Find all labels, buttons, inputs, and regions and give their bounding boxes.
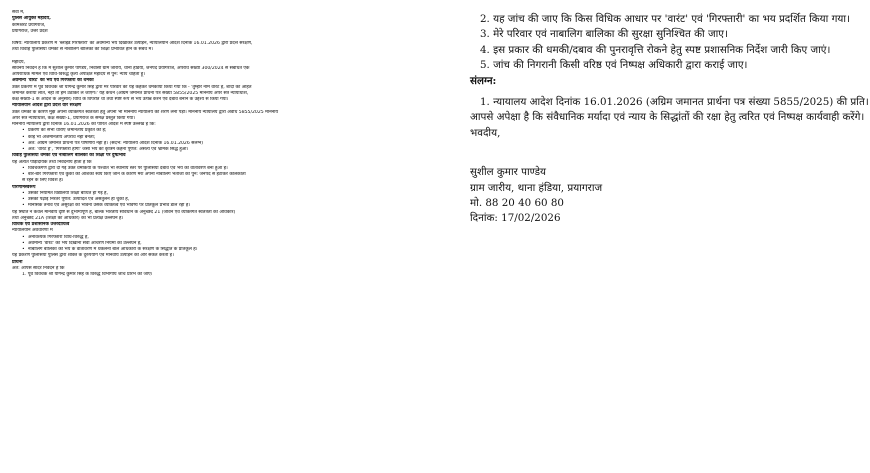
bullet-item: • बार-बार गिरफ्तारी एवं कुर्की की आशंका स्वयं किए जाने के कारण मेरा अपनी नाबालिग भतीजी को पुन: जनपद से हटाकर कोलकाता <box>12 172 432 178</box>
section-heading: विवाह पुलिसिया धमकी एवं नाबालिग बालिका की शिक्षा पर दुष्प्रभाव <box>12 153 126 159</box>
paragraph-line: यह प्रकरण पुलिसिया पुलिस द्वारा शक्ति के दुरुपयोग एवं मानवीय उत्पीड़न की ओर संकेत करती है। <box>12 253 174 259</box>
enclosure-heading: संलग्न: <box>470 74 497 87</box>
numbered-item: 1. पूर्व विवेचक श्री योगेन्द्र कुमार सिंह के विरुद्ध विभागीय जांच प्रारंभ की जाए। <box>22 272 153 277</box>
section-heading: परिणामस्वरूप <box>12 184 36 190</box>
request-item: 2. यह जांच की जाए कि किस विधिक आधार पर 'वारंट' एवं 'गिरफ्तारी' का भय प्रदर्शित किया गया। <box>480 13 850 25</box>
bullet-item: • उसकी नियमित विद्यालयी शिक्षा बाधित हो गई है, <box>12 191 432 197</box>
closing-line: आपसे अपेक्षा है कि संवैधानिक मर्यादा एवं न्याय के सिद्धांतों की रक्षा हेतु त्वरित एवं निष्पक्ष कार्यवाही करेंगे। <box>470 111 865 124</box>
paragraph-line: उक्त प्रकरण में पूर्व विवेचक श्री योगेन्द्र कुमार सिंह द्वारा मेरे परिवार को यह कहकर धमकाया किया गया कि - 'तुम्हारे नाम वारंट है, शादी का अहित <box>12 84 252 90</box>
signature-block <box>470 165 830 227</box>
request-item: 4. इस प्रकार की धमकी/दबाव की पुनरावृत्ति रोकने हेतु स्पष्ट प्रशासनिक निर्देश जारी किए जाएं। <box>480 43 831 56</box>
bullet-item: • अत: अग्रिम जमानत प्रार्थना पत्र पोषणीय नहीं है। (संदर्भ: न्यायालय आदेश दिनांक 16.01.2026 संलग्न) <box>12 141 432 147</box>
intro-line: आपराधिक मामले एवं विधि-विरुद्ध कृत्य अपेक्षित महोदय से पुन: न्याय चाहता हूँ। <box>12 72 145 77</box>
bullet-item: • प्रकरण की सभी धाराएं जमानतीय प्रकृति की हैं; <box>12 128 432 134</box>
enclosure-item: 1. न्यायालय आदेश दिनांक 16.01.2026 (अग्रिम जमानत प्रार्थना पत्र संख्या 5855/2025) की प्रति। <box>480 96 869 109</box>
bullet-item: • उसकी पढ़ाई निरंतर पूर्णत: उत्पादित एवं असंतुलन हो चुकी है, <box>12 197 432 203</box>
addressee-line: पुलिस आयुक्त महोदय, <box>12 16 51 22</box>
bullet-item: • अत: 'वारंट है', 'गिरफ्तारी होगी' जैसा भय की कृत्रिम कहना पूर्णत: असत्य एवं भ्रामक सिद्ध हुआ। <box>12 147 432 153</box>
bullet-item-continuation: से रहने के लिए विवश है। <box>22 178 64 184</box>
paragraph-line: तथा अनुच्छेद 21A (शिक्षा का अधिकार) का भी प्रत्यक्ष उल्लंघन है। <box>12 215 124 221</box>
bullet-item: • अवमान्य 'वारंट' का भय दिखाना सेवा आचरण नियमों का उल्लंघन है, <box>12 241 432 247</box>
intro-line: सविनय निवेदन है कि मैं सुशील कुमार पाण्डेय, निवासी ग्राम जारीय, थाना हंडिया, जनपद प्रयागराज, अपराध संख्या 300/2024 से संबंधित एक <box>12 65 250 71</box>
letter-page-left <box>12 10 432 470</box>
section-heading: विधिक एवं प्रशासनिक उत्तरदायित्व <box>12 222 70 227</box>
bullet-item: • कोई भी अजमानतीय अपराध नहीं बनता; <box>12 135 432 141</box>
letter-page-right <box>470 12 869 452</box>
signer-address: ग्राम जारीय, थाना हंडिया, प्रयागराज <box>470 181 603 194</box>
subject-line: तथा विवाह पुलिसिया धमकी से नाबालिग बालिका की शिक्षा प्रभावित होने के संबंध में। <box>12 47 154 53</box>
paragraph-line: जमानत कराया लाते, नहीं तो हम उठाकर ले जाएंगे।' यह कथन (अग्रिम जमानत प्रार्थना पत्र संख्या 5855/2025 माननीय अपर सत्र न्यायाधीश, <box>12 90 249 96</box>
addressee-block <box>12 10 432 35</box>
section-heading: न्यायालयीन आदेश द्वारा प्रदत्त वार संरक्षण <box>12 103 82 109</box>
addressee-line: प्रयागराज, उत्तर प्रदेश <box>12 28 48 34</box>
signer-name: सुशील कुमार पाण्डेय <box>470 166 546 179</box>
signer-phone: मो. 88 20 40 60 80 <box>470 197 564 210</box>
bullet-item: • अनावश्यक गिरफ्तारी विधि-विरुद्ध है, <box>12 235 432 241</box>
paragraph-line: उक्त धमकी के कारण मुझे अपनी व्यक्तिगत स्वतंत्रता हेतु अपनी भी माननीय न्यायालय की शरण लेनी पड़ी। माननीय न्यायालय द्वारा अवधि 5855/2025 माननीय <box>12 109 279 115</box>
bullet-item: • नाबालिग बालिका को भय के वातावरण में धकेलना बाल अधिकारों के संरक्षण के सिद्धांत के प्रतिकूल है। <box>12 247 432 253</box>
addressee-line: कमिश्नरेट प्रयागराज, <box>12 22 46 28</box>
paragraph-line: यह अत्यंत पीड़ादायक तथ्य निवेदनीय होता है कि <box>12 159 92 165</box>
bullet-item: • मानसिक तनाव एवं असुरक्षा की भावना उसके व्यक्तित्व एवं भविष्य पर प्रतिकूल प्रभाव डाल रही है। <box>12 203 432 209</box>
paragraph-line: यह स्थिति न केवल मानवीय दृष्टि से दुर्भाग्यपूर्ण है, बल्कि भारतीय संविधान के अनुच्छेद 21 (जीवन एवं व्यक्तिगत स्वतंत्रता का अधिकार) <box>12 209 236 215</box>
request-item: 3. मेरे परिवार एवं नाबालिग बालिका की सुरक्षा सुनिश्चित की जाए। <box>480 28 728 41</box>
bullet-item: • विवेचकगण द्वारा दी गई उक्त धमकियों के पश्चात भी स्थानीय स्तर पर पुलिसिया दबाव एवं भय का वातावरण बना हुआ है। <box>12 166 432 172</box>
addressee-line: सेवा में, <box>12 10 25 15</box>
subject-line: विषय: न्यायालीय प्रकरण में 'ब्लाइंड गिरफ्तारी' का अवमान्य भय दिखाकर उत्पीड़न, न्यायालयीन आदेश दिनांक 16.01.2026 द्वारा प्रदत्त संरक्षण, <box>12 41 253 46</box>
subject-block <box>12 41 432 54</box>
salutation: महोदय, <box>12 59 25 65</box>
section-heading: अवमान्य 'वारंट' का भय एवं गिरफ्तारी की धमकी <box>12 78 94 84</box>
signature-date: दिनांक: 17/02/2026 <box>470 212 561 225</box>
paragraph-line: अत: आपसे सादर निवेदन है कि <box>12 265 65 271</box>
paragraph-line: कक्ष संख्या-1 के आदेश के अनुसार) विधि के विपरीत था तथा स्पष्ट रूप से भय उत्पन्न करने एवं दबाव बनाने के उद्देश्य से किया गया। <box>12 97 229 102</box>
paragraph-line: अपर सत्र न्यायाधीश, कक्ष संख्या-1, प्रयागराज के समक्ष प्रस्तुत किया गया। <box>12 115 136 121</box>
section-heading: प्रार्थना <box>12 259 23 265</box>
request-item: 5. जांच की निगरानी किसी वरिष्ठ एवं निष्पक्ष अधिकारी द्वारा कराई जाए। <box>480 59 748 72</box>
paragraph-line: न्यायालयीन अवधारणा में <box>12 228 53 234</box>
closing-line: भवदीय, <box>470 126 501 139</box>
request-list <box>470 12 850 74</box>
paragraph-line: माननीय न्यायालय द्वारा दिनांक 16.01.2026 को पारित आदेश में स्पष्ट उल्लेख है कि: <box>12 122 156 127</box>
